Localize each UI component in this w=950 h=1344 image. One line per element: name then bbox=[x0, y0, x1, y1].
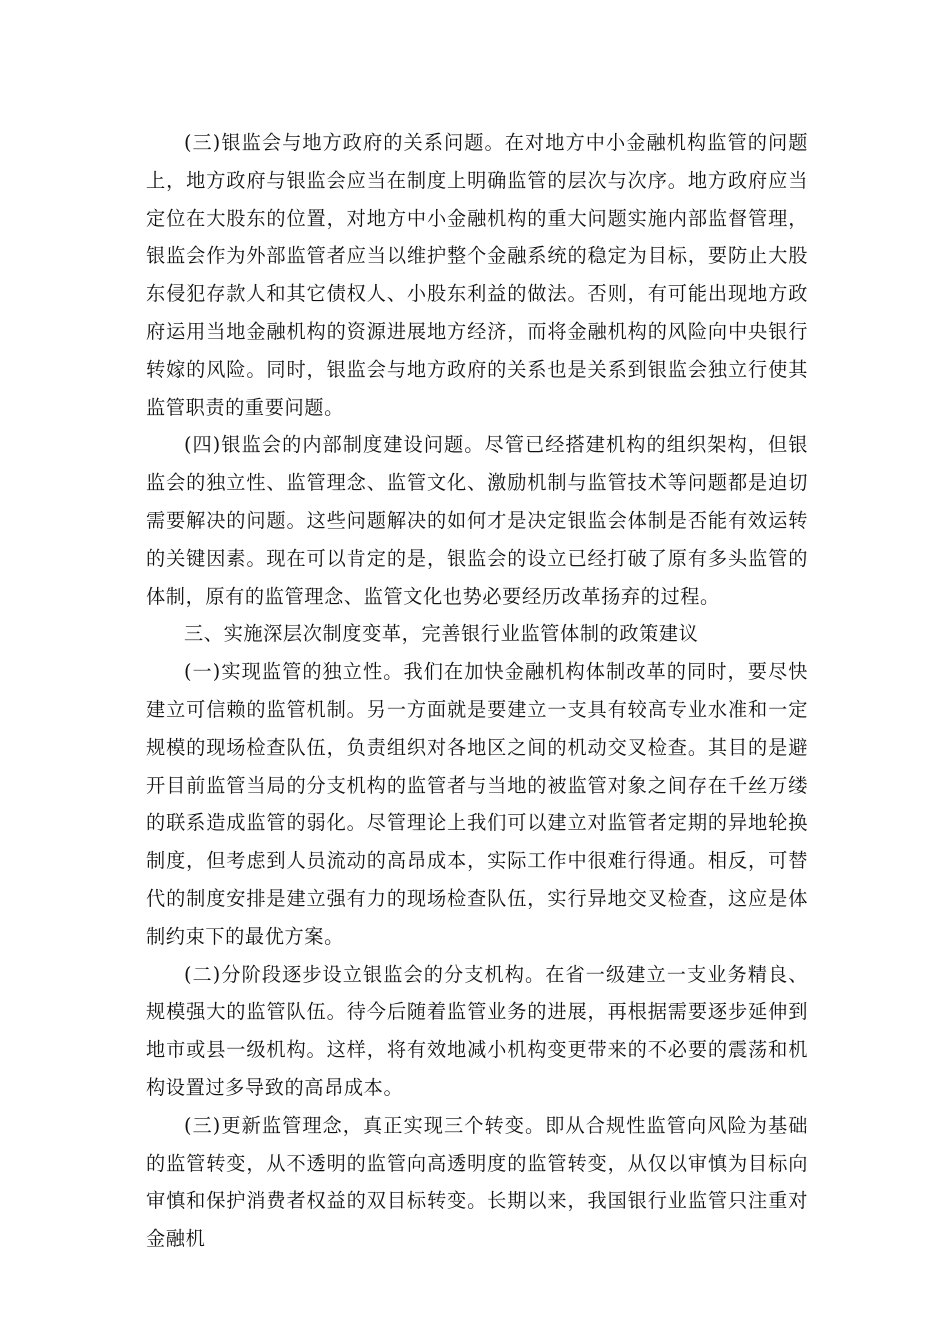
paragraph-regulatory-independence: (一)实现监管的独立性。我们在加快金融机构体制改革的同时，要尽快建立可信赖的监管机制。另一方面就是要建立一支具有较高专业水准和一定规模的现场检查队伍，负责组织对各地区之间的机动交叉检查。其目的是避开目前监管当局的分支机构的监管者与当地的被监管对象之间存在千丝万缕的联系造成监管的弱化。尽管理论上我们可以建立对监管者定期的异地轮换制度，但考虑到人员流动的高昂成本，实际工作中很难行得通。相反，可替代的制度安排是建立强有力的现场检查队伍，实行异地交叉检查，这应是体制约束下的最优方案。 bbox=[146, 660, 808, 948]
document-body bbox=[146, 124, 808, 1258]
paragraph-regulatory-philosophy: (三)更新监管理念，真正实现三个转变。即从合规性监管向风险为基础的监管转变，从不透明的监管向高透明度的监管转变，从仅以审慎为目标向审慎和保护消费者权益的双目标转变。长期以来，我国银行业监管只注重对金融机 bbox=[146, 1113, 808, 1251]
section-heading-policy-suggestions: 三、实施深层次制度变革，完善银行业监管体制的政策建议 bbox=[184, 622, 699, 646]
paragraph-bank-regulator-local-government: (三)银监会与地方政府的关系问题。在对地方中小金融机构监管的问题上，地方政府与银监会应当在制度上明确监管的层次与次序。地方政府应当定位在大股东的位置，对地方中小金融机构的重大问题实施内部监督管理，银监会作为外部监管者应当以维护整个金融系统的稳定为目标，要防止大股东侵犯存款人和其它债权人、小股东利益的做法。否则，有可能出现地方政府运用当地金融机构的资源进展地方经济，而将金融机构的风险向中央银行转嫁的风险。同时，银监会与地方政府的关系也是关系到银监会独立行使其监管职责的重要问题。 bbox=[146, 131, 808, 419]
paragraph-branch-establishment: (二)分阶段逐步设立银监会的分支机构。在省一级建立一支业务精良、规模强大的监管队伍。待今后随着监管业务的进展，再根据需要逐步延伸到地市或县一级机构。这样，将有效地减小机构变更带来的不必要的震荡和机构设置过多导致的高昂成本。 bbox=[146, 962, 808, 1099]
paragraph-internal-system-building: (四)银监会的内部制度建设问题。尽管已经搭建机构的组织架构，但银监会的独立性、监管理念、监管文化、激励机制与监管技术等问题都是迫切需要解决的问题。这些问题解决的如何才是决定银监会体制是否能有效运转的关键因素。现在可以肯定的是，银监会的设立已经打破了原有多头监管的体制，原有的监管理念、监管文化也势必要经历改革扬弃的过程。 bbox=[146, 433, 808, 608]
